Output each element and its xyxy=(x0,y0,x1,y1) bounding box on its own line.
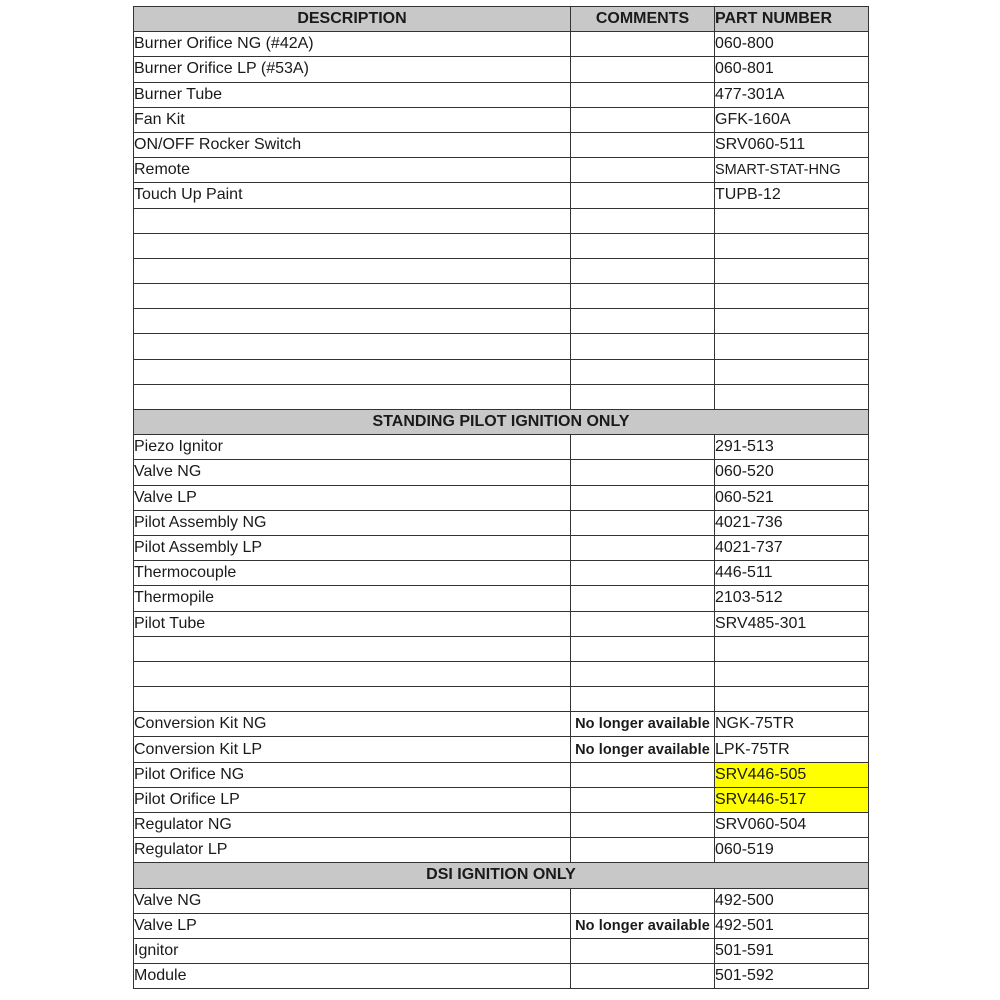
row-description: Burner Orifice NG (#42A) xyxy=(134,32,571,57)
empty-row xyxy=(134,208,869,233)
description-header: DESCRIPTION xyxy=(134,7,571,32)
row-comment xyxy=(571,57,715,82)
row-comment xyxy=(571,460,715,485)
row-description: Thermopile xyxy=(134,586,571,611)
row-description: Valve NG xyxy=(134,460,571,485)
row-comment xyxy=(571,762,715,787)
row-comment xyxy=(571,183,715,208)
empty-row xyxy=(134,687,869,712)
row-description: Valve LP xyxy=(134,485,571,510)
row-comment: No longer available xyxy=(571,913,715,938)
table-row xyxy=(134,938,869,963)
header-row xyxy=(134,7,869,32)
row-description: Fan Kit xyxy=(134,107,571,132)
row-description: Thermocouple xyxy=(134,561,571,586)
empty-row xyxy=(134,284,869,309)
empty-row xyxy=(134,636,869,661)
row-part-number: 4021-737 xyxy=(715,535,869,560)
table-row xyxy=(134,158,869,183)
row-part-number: 060-519 xyxy=(715,838,869,863)
row-part-number: LPK-75TR xyxy=(715,737,869,762)
row-part-number: GFK-160A xyxy=(715,107,869,132)
section-header-row xyxy=(134,863,869,888)
table-row xyxy=(134,535,869,560)
table-row xyxy=(134,813,869,838)
row-description: Burner Tube xyxy=(134,82,571,107)
row-description: Pilot Orifice LP xyxy=(134,787,571,812)
table-row xyxy=(134,435,869,460)
row-part-number: 060-801 xyxy=(715,57,869,82)
row-comment xyxy=(571,485,715,510)
row-comment xyxy=(571,535,715,560)
row-description: Pilot Orifice NG xyxy=(134,762,571,787)
row-part-number: 492-500 xyxy=(715,888,869,913)
row-comment xyxy=(571,561,715,586)
row-comment xyxy=(571,107,715,132)
row-part-number: 291-513 xyxy=(715,435,869,460)
row-part-number-highlighted: SRV446-505 xyxy=(715,762,869,787)
row-comment xyxy=(571,132,715,157)
row-description: Module xyxy=(134,964,571,989)
row-description: ON/OFF Rocker Switch xyxy=(134,132,571,157)
row-description: Piezo Ignitor xyxy=(134,435,571,460)
empty-row xyxy=(134,309,869,334)
row-comment xyxy=(571,787,715,812)
row-part-number-highlighted: SRV446-517 xyxy=(715,787,869,812)
part-number-header: PART NUMBER xyxy=(715,7,869,32)
table-row xyxy=(134,888,869,913)
row-description: Valve LP xyxy=(134,913,571,938)
table-row xyxy=(134,32,869,57)
table-row xyxy=(134,712,869,737)
row-description: Burner Orifice LP (#53A) xyxy=(134,57,571,82)
empty-row xyxy=(134,661,869,686)
table-row xyxy=(134,460,869,485)
empty-row xyxy=(134,258,869,283)
table-row xyxy=(134,82,869,107)
row-description: Valve NG xyxy=(134,888,571,913)
section-header-row xyxy=(134,410,869,435)
row-description: Touch Up Paint xyxy=(134,183,571,208)
row-comment xyxy=(571,435,715,460)
standing-pilot-section-title: STANDING PILOT IGNITION ONLY xyxy=(134,410,869,435)
row-part-number: SRV485-301 xyxy=(715,611,869,636)
parts-table xyxy=(133,6,869,989)
row-part-number: 446-511 xyxy=(715,561,869,586)
row-description: Conversion Kit NG xyxy=(134,712,571,737)
row-comment xyxy=(571,838,715,863)
row-description: Pilot Tube xyxy=(134,611,571,636)
row-part-number: SRV060-511 xyxy=(715,132,869,157)
table-row xyxy=(134,913,869,938)
table-row xyxy=(134,183,869,208)
row-part-number: 2103-512 xyxy=(715,586,869,611)
row-part-number: 501-591 xyxy=(715,938,869,963)
row-part-number: SMART-STAT-HNG xyxy=(715,158,869,183)
row-part-number: TUPB-12 xyxy=(715,183,869,208)
empty-row xyxy=(134,233,869,258)
row-part-number: 060-800 xyxy=(715,32,869,57)
row-comment xyxy=(571,938,715,963)
row-comment xyxy=(571,510,715,535)
row-part-number: SRV060-504 xyxy=(715,813,869,838)
row-description: Conversion Kit LP xyxy=(134,737,571,762)
row-comment: No longer available xyxy=(571,712,715,737)
empty-row xyxy=(134,359,869,384)
row-comment xyxy=(571,158,715,183)
row-comment xyxy=(571,586,715,611)
row-comment xyxy=(571,32,715,57)
row-description: Regulator NG xyxy=(134,813,571,838)
row-description: Pilot Assembly NG xyxy=(134,510,571,535)
table-row xyxy=(134,586,869,611)
row-comment: No longer available xyxy=(571,737,715,762)
row-description: Regulator LP xyxy=(134,838,571,863)
row-description: Ignitor xyxy=(134,938,571,963)
table-row xyxy=(134,510,869,535)
row-comment xyxy=(571,888,715,913)
row-comment xyxy=(571,813,715,838)
comments-header: COMMENTS xyxy=(571,7,715,32)
table-row xyxy=(134,787,869,812)
dsi-section-title: DSI IGNITION ONLY xyxy=(134,863,869,888)
table-row xyxy=(134,485,869,510)
table-row xyxy=(134,107,869,132)
empty-row xyxy=(134,334,869,359)
table-row xyxy=(134,762,869,787)
table-row xyxy=(134,964,869,989)
row-description: Pilot Assembly LP xyxy=(134,535,571,560)
row-part-number: 492-501 xyxy=(715,913,869,938)
table-row xyxy=(134,57,869,82)
row-part-number: 060-521 xyxy=(715,485,869,510)
table-row xyxy=(134,132,869,157)
row-comment xyxy=(571,82,715,107)
row-description: Remote xyxy=(134,158,571,183)
row-part-number: 477-301A xyxy=(715,82,869,107)
row-part-number: NGK-75TR xyxy=(715,712,869,737)
table-row xyxy=(134,737,869,762)
empty-row xyxy=(134,384,869,409)
row-comment xyxy=(571,964,715,989)
table-row xyxy=(134,611,869,636)
table-row xyxy=(134,838,869,863)
row-comment xyxy=(571,611,715,636)
row-part-number: 501-592 xyxy=(715,964,869,989)
table-row xyxy=(134,561,869,586)
row-part-number: 060-520 xyxy=(715,460,869,485)
row-part-number: 4021-736 xyxy=(715,510,869,535)
